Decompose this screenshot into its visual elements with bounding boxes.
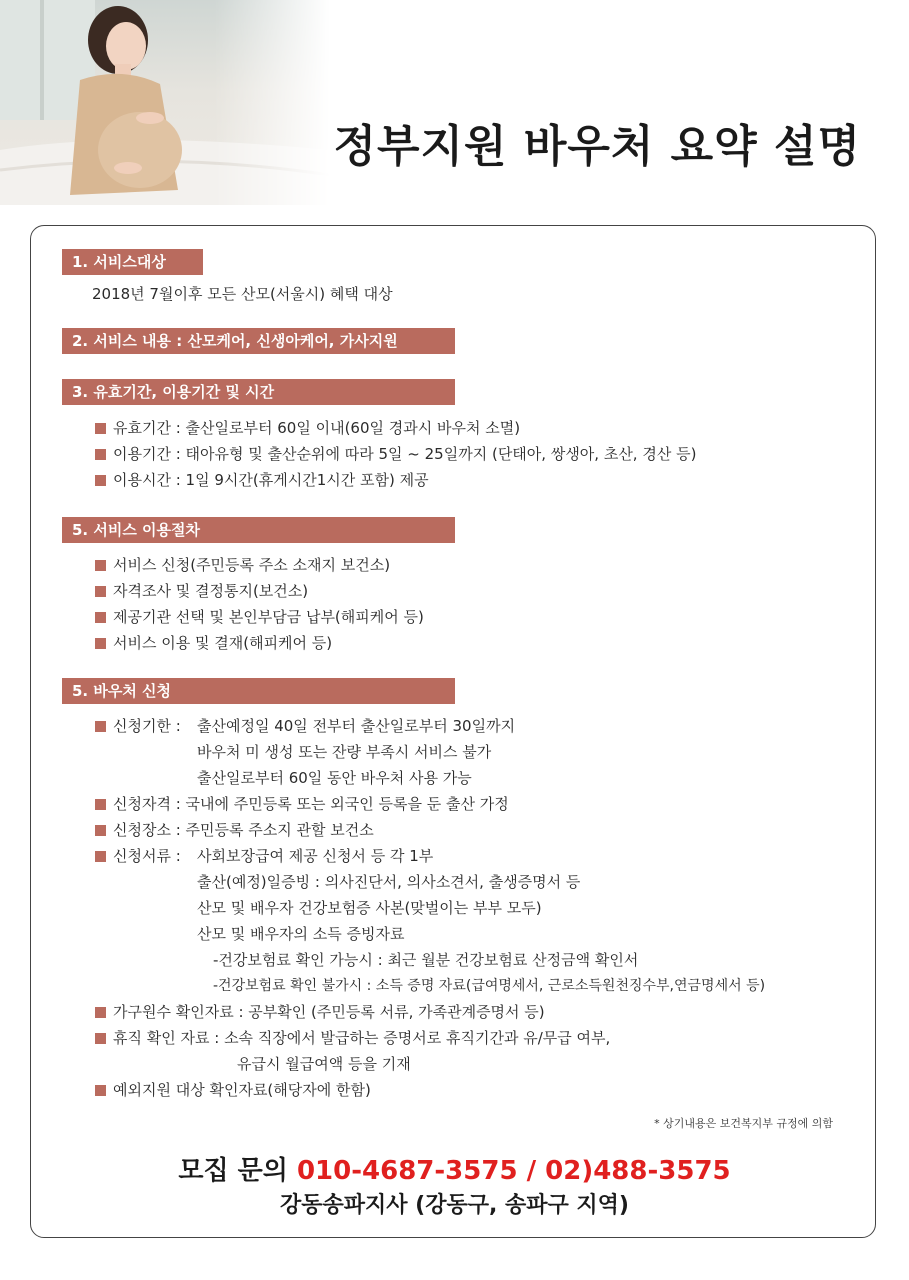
section-heading-voucher-application: 5. 바우처 신청 [62,678,455,704]
bullet-square-icon [95,799,106,810]
bullet-square-icon [95,721,106,732]
bullet-square-icon [95,638,106,649]
validity-item: 이용시간 : 1일 9시간(휴게시간1시간 포함) 제공 [113,471,429,489]
section-heading-service-content: 2. 서비스 내용 : 산모케어, 신생아케어, 가사지원 [62,328,455,354]
bullet-square-icon [95,825,106,836]
section-heading-procedure: 5. 서비스 이용절차 [62,517,455,543]
bullet-square-icon [95,423,106,434]
application-doc-line: 출산(예정)일증빙 : 의사진단서, 의사소견서, 출생증명서 등 [197,873,581,891]
photo-illustration [0,0,330,205]
application-period-label: 신청기한 : [113,717,181,735]
procedure-item: 자격조사 및 결정통지(보건소) [113,582,309,600]
bullet-square-icon [95,560,106,571]
procedure-item: 서비스 신청(주민등록 주소 소재지 보건소) [113,556,391,574]
contact-label: 모집 문의 [178,1156,297,1186]
application-doc-subline: -건강보험료 확인 불가시 : 소득 증명 자료(급여명세서, 근로소득원천징수부,연금명세서 등) [213,978,766,994]
section-heading-validity: 3. 유효기간, 이용기간 및 시간 [62,379,455,405]
pregnant-woman-photo [0,0,330,205]
application-doc-line: 산모 및 배우자 건강보험증 사본(맞벌이는 부부 모두) [197,899,542,917]
contact-line [0,1150,909,1187]
bullet-square-icon [95,1007,106,1018]
application-doc-subline: -건강보험료 확인 가능시 : 최근 월분 건강보험료 산정금액 확인서 [213,951,639,969]
validity-item: 유효기간 : 출산일로부터 60일 이내(60일 경과시 바우처 소멸) [113,419,521,437]
application-doc-line: 산모 및 배우자의 소득 증빙자료 [197,925,405,943]
leave-docs-line: 휴직 확인 자료 : 소속 직장에서 발급하는 증명서로 휴직기간과 유/무급 여부, [113,1029,611,1047]
application-period-line: 출산예정일 40일 전부터 출산일로부터 30일까지 [197,717,516,735]
procedure-item: 제공기관 선택 및 본인부담금 납부(해피케어 등) [113,608,424,626]
service-target-text: 2018년 7월이후 모든 산모(서울시) 혜택 대상 [92,285,393,303]
bullet-square-icon [95,449,106,460]
application-period-line: 바우처 미 생성 또는 잔량 부족시 서비스 불가 [197,743,492,761]
contact-phone[interactable]: 010-4687-3575 / 02)488-3575 [296,1156,731,1186]
page-title: 정부지원 바우처 요약 설명 [333,121,861,172]
application-place: 신청장소 : 주민등록 주소지 관할 보건소 [113,821,374,839]
bullet-square-icon [95,475,106,486]
header-banner [0,0,909,205]
bullet-square-icon [95,612,106,623]
branch-name: 강동송파지사 (강동구, 송파구 지역) [280,1193,629,1218]
bullet-square-icon [95,586,106,597]
leave-docs-line: 유급시 월급여액 등을 기재 [237,1055,411,1073]
section-heading-service-target: 1. 서비스대상 [62,249,203,275]
application-doc-line: 사회보장급여 제공 신청서 등 각 1부 [197,847,434,865]
procedure-item: 서비스 이용 및 결재(해피케어 등) [113,634,333,652]
application-period-line: 출산일로부터 60일 동안 바우처 사용 가능 [197,769,472,787]
household-docs: 가구원수 확인자료 : 공부확인 (주민등록 서류, 가족관계증명서 등) [113,1003,545,1021]
bullet-square-icon [95,851,106,862]
bullet-square-icon [95,1085,106,1096]
bullet-square-icon [95,1033,106,1044]
regulation-note: * 상기내용은 보건복지부 규정에 의함 [654,1117,833,1130]
validity-item: 이용기간 : 태아유형 및 출산순위에 따라 5일 ~ 25일까지 (단태아, 쌍생아, 초산, 경산 등) [113,445,697,463]
application-docs-label: 신청서류 : [113,847,181,865]
application-qualification: 신청자격 : 국내에 주민등록 또는 외국인 등록을 둔 출산 가정 [113,795,509,813]
exception-docs: 예외지원 대상 확인자료(해당자에 한함) [113,1081,371,1099]
